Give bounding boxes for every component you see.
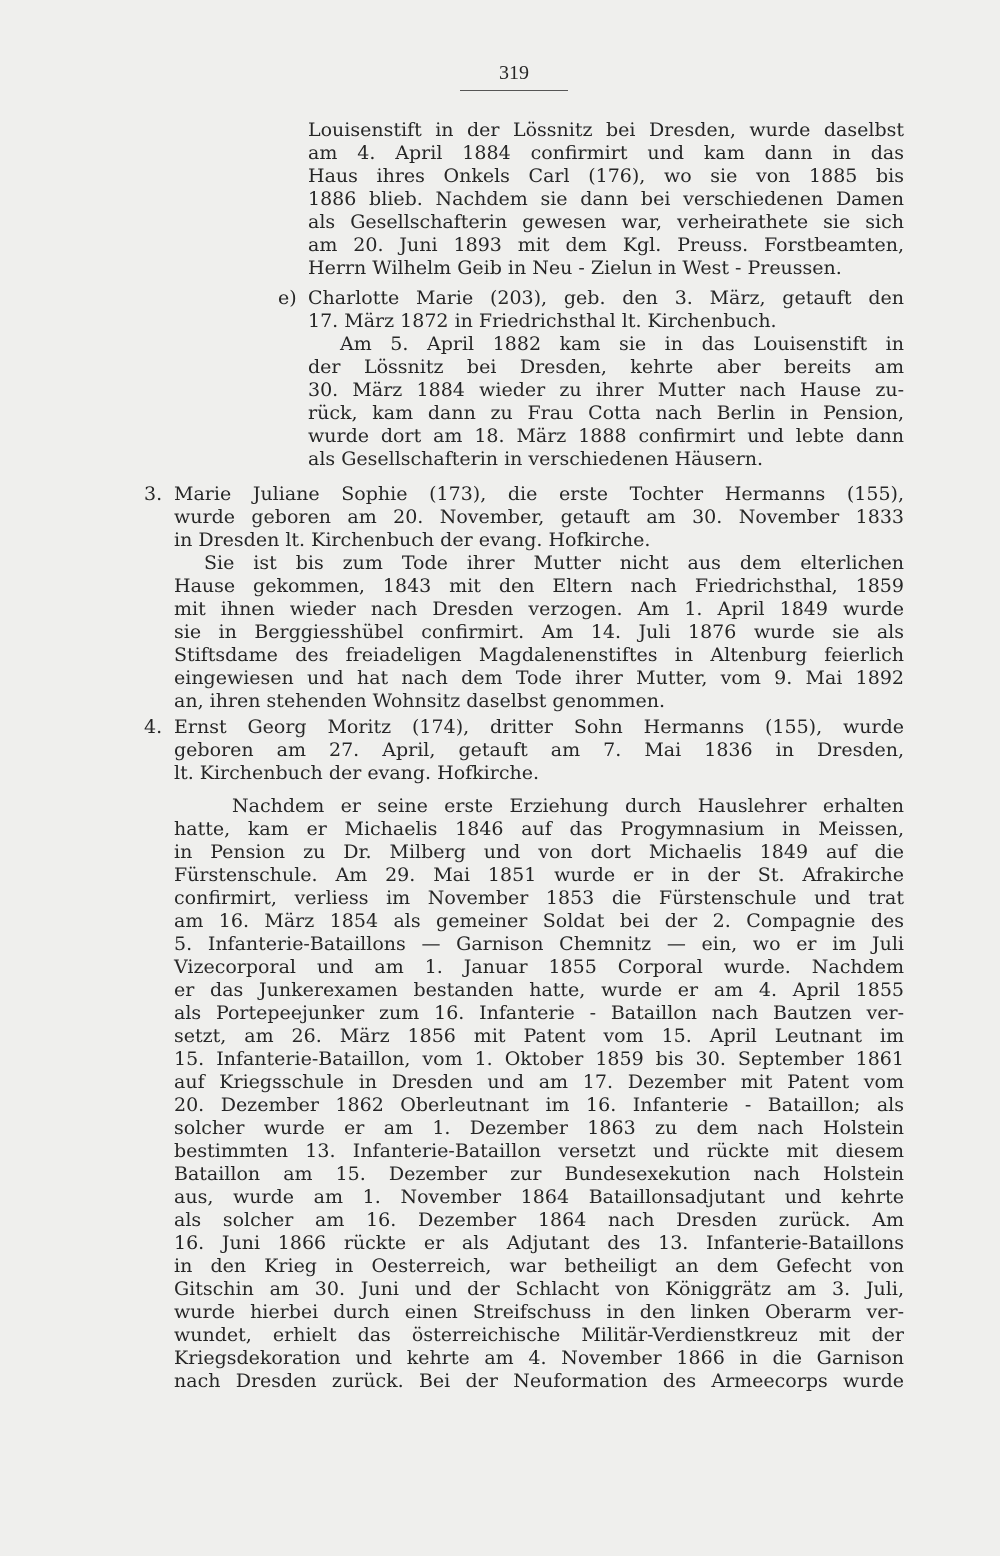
- text-line: aus, wurde am 1. November 1864 Bataillonsadjutant und kehrte: [174, 1186, 904, 1208]
- text-line: Vizecorporal und am 1. Januar 1855 Corporal wurde. Nachdem: [174, 956, 904, 978]
- text-line: Hause gekommen, 1843 mit den Eltern nach Friedrichsthal, 1859: [174, 575, 904, 597]
- text-line: geboren am 27. April, getauft am 7. Mai 1836 in Dresden,: [174, 739, 904, 761]
- text-line: bestimmten 13. Infanterie-Bataillon versetzt und rückte mit diesem: [174, 1140, 904, 1162]
- text-line: 1886 blieb. Nachdem sie dann bei verschiedenen Damen: [308, 188, 904, 210]
- text-line: 15. Infanterie-Bataillon, vom 1. Oktober 1859 bis 30. September 1861: [174, 1048, 904, 1070]
- text-line: Gitschin am 30. Juni und der Schlacht von Königgrätz am 3. Juli,: [174, 1278, 904, 1300]
- text-line: rück, kam dann zu Frau Cotta nach Berlin in Pension,: [308, 402, 904, 424]
- text-line: als solcher am 16. Dezember 1864 nach Dresden zurück. Am: [174, 1209, 904, 1231]
- text-line: 17. März 1872 in Friedrichsthal lt. Kirchenbuch.: [308, 310, 777, 332]
- text-line: 16. Juni 1866 rückte er als Adjutant des 13. Infanterie-Bataillons: [174, 1232, 904, 1254]
- text-line: hatte, kam er Michaelis 1846 auf das Progymnasium in Meissen,: [174, 818, 904, 840]
- text-line: 30. März 1884 wieder zu ihrer Mutter nach Hause zu-: [308, 379, 904, 401]
- text-line: wurde geboren am 20. November, getauft am 30. November 1833: [174, 506, 904, 528]
- text-line: auf Kriegsschule in Dresden und am 17. Dezember mit Patent vom: [174, 1071, 904, 1093]
- item-label: 4.: [144, 716, 163, 738]
- page-number: 319: [499, 62, 529, 84]
- text-line: lt. Kirchenbuch der evang. Hofkirche.: [174, 762, 540, 784]
- text-line: in den Krieg in Oesterreich, war betheiligt an dem Gefecht von: [174, 1255, 904, 1277]
- text-line: Herrn Wilhelm Geib in Neu - Zielun in West - Preussen.: [308, 257, 842, 279]
- text-line: solcher wurde er am 1. Dezember 1863 zu dem nach Holstein: [174, 1117, 904, 1139]
- text-line: Fürstenschule. Am 29. Mai 1851 wurde er in der St. Afrakirche: [174, 864, 904, 886]
- item-label: e): [278, 287, 297, 309]
- text-line: wurde dort am 18. März 1888 confirmirt und lebte dann: [308, 425, 904, 447]
- text-line: am 20. Juni 1893 mit dem Kgl. Preuss. Forstbeamten,: [308, 234, 904, 256]
- text-line: 5. Infanterie-Bataillons — Garnison Chemnitz — ein, wo er im Juli: [174, 933, 904, 955]
- text-line: am 16. März 1854 als gemeiner Soldat bei der 2. Compagnie des: [174, 910, 904, 932]
- text-line: Am 5. April 1882 kam sie in das Louisenstift in: [340, 333, 904, 355]
- text-line: als Portepeejunker zum 16. Infanterie - Bataillon nach Bautzen ver-: [174, 1002, 904, 1024]
- text-line: wundet, erhielt das österreichische Militär-Verdienstkreuz mit der: [174, 1324, 904, 1346]
- text-line: Nachdem er seine erste Erziehung durch Hauslehrer erhalten: [232, 795, 904, 817]
- text-line: sie in Berggiesshübel confirmirt. Am 14. Juli 1876 wurde sie als: [174, 621, 904, 643]
- text-line: als Gesellschafterin in verschiedenen Häusern.: [308, 448, 764, 470]
- text-line: mit ihnen wieder nach Dresden verzogen. Am 1. April 1849 wurde: [174, 598, 904, 620]
- text-line: 20. Dezember 1862 Oberleutnant im 16. Infanterie - Bataillon; als: [174, 1094, 904, 1116]
- text-line: confirmirt, verliess im November 1853 die Fürstenschule und trat: [174, 887, 904, 909]
- text-line: in Pension zu Dr. Milberg und von dort Michaelis 1849 auf die: [174, 841, 904, 863]
- text-line: an, ihren stehenden Wohnsitz daselbst genommen.: [174, 690, 666, 712]
- text-line: setzt, am 26. März 1856 mit Patent vom 15. April Leutnant im: [174, 1025, 904, 1047]
- text-line: Stiftsdame des freiadeligen Magdalenenstiftes in Altenburg feierlich: [174, 644, 904, 666]
- page-number-rule: [460, 90, 568, 91]
- text-line: Marie Juliane Sophie (173), die erste Tochter Hermanns (155),: [174, 483, 904, 505]
- text-line: Kriegsdekoration und kehrte am 4. November 1866 in die Garnison: [174, 1347, 904, 1369]
- text-line: in Dresden lt. Kirchenbuch der evang. Hofkirche.: [174, 529, 651, 551]
- text-line: nach Dresden zurück. Bei der Neuformation des Armeecorps wurde: [174, 1370, 904, 1392]
- text-line: Ernst Georg Moritz (174), dritter Sohn Hermanns (155), wurde: [174, 716, 904, 738]
- text-line: er das Junkerexamen bestanden hatte, wurde er am 4. April 1855: [174, 979, 904, 1001]
- text-line: als Gesellschafterin gewesen war, verheirathete sie sich: [308, 211, 904, 233]
- text-line: am 4. April 1884 confirmirt und kam dann in das: [308, 142, 904, 164]
- text-line: eingewiesen und hat nach dem Tode ihrer Mutter, vom 9. Mai 1892: [174, 667, 904, 689]
- item-label: 3.: [144, 483, 163, 505]
- text-line: Charlotte Marie (203), geb. den 3. März, getauft den: [308, 287, 904, 309]
- text-line: Bataillon am 15. Dezember zur Bundesexekution nach Holstein: [174, 1163, 904, 1185]
- text-line: Haus ihres Onkels Carl (176), wo sie von 1885 bis: [308, 165, 904, 187]
- text-line: wurde hierbei durch einen Streifschuss in den linken Oberarm ver-: [174, 1301, 904, 1323]
- text-line: Louisenstift in der Lössnitz bei Dresden, wurde daselbst: [308, 119, 904, 141]
- text-line: Sie ist bis zum Tode ihrer Mutter nicht aus dem elterlichen: [204, 552, 904, 574]
- text-line: der Lössnitz bei Dresden, kehrte aber bereits am: [308, 356, 904, 378]
